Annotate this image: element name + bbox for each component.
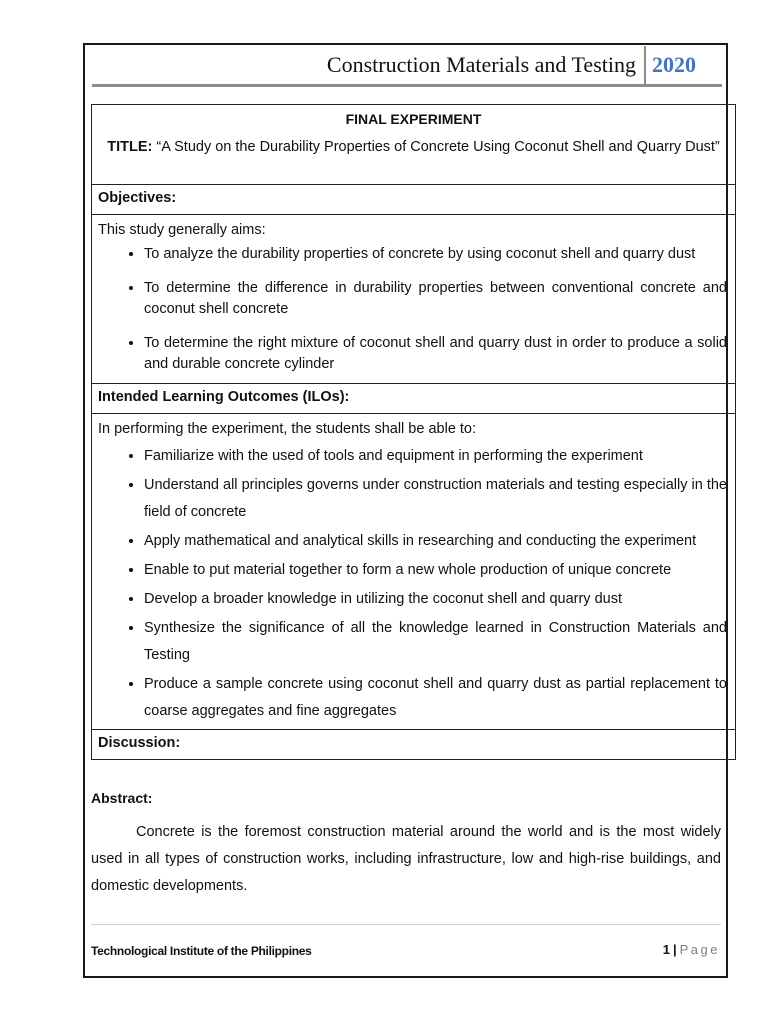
footer-page-indicator (663, 942, 720, 957)
table-heading-row (92, 105, 735, 185)
discussion-label: Discussion: (98, 735, 181, 751)
header-title: Construction Materials and Testing (326, 52, 636, 77)
list-item: • Develop a broader knowledge in utilizing the coconut shell and quarry dust (144, 586, 727, 613)
abstract-label: Abstract: (91, 790, 153, 806)
title-label: TITLE: (107, 139, 153, 155)
title-text: “A Study on the Durability Properties of Concrete Using Coconut Shell and Quarry Dust” (152, 139, 720, 155)
discussion-header-row (92, 730, 735, 759)
objectives-intro: This study generally aims: (98, 222, 266, 238)
objectives-label: Objectives: (98, 190, 177, 206)
ilos-intro: In performing the experiment, the students shall be able to: (98, 421, 477, 437)
page-word: Page (679, 942, 720, 957)
list-item: • Familiarize with the used of tools and equipment in performing the experiment (144, 443, 727, 470)
list-item: • Enable to put material together to form a new whole production of unique concrete (144, 557, 727, 584)
page-number: 1 (662, 942, 670, 957)
list-item: • Synthesize the significance of all the knowledge learned in Construction Materials and Testing (144, 615, 727, 669)
footer-divider (91, 924, 721, 925)
experiment-table (91, 104, 736, 760)
footer-institution: Technological Institute of the Philippines (91, 944, 312, 958)
list-item: • Understand all principles governs under construction materials and testing especially in the field of concrete (144, 472, 727, 526)
objectives-body-row (92, 215, 735, 384)
list-item: • To determine the difference in durability properties between conventional concrete and coconut shell concrete (144, 278, 727, 320)
ilos-header-row (92, 384, 735, 414)
objectives-list (98, 244, 727, 375)
list-item: • Produce a sample concrete using coconut shell and quarry dust as partial replacement to coarse aggregates and fine aggregates (144, 671, 727, 725)
table-heading: FINAL EXPERIMENT (345, 111, 482, 127)
header-divider (644, 46, 646, 84)
ilos-label: Intended Learning Outcomes (ILOs): (98, 389, 350, 405)
ilos-list (98, 443, 727, 725)
experiment-title (92, 134, 735, 184)
ilos-body-row (92, 414, 735, 730)
list-item: • To determine the right mixture of coconut shell and quarry dust in order to produce a solid and durable concrete cylinder (144, 333, 727, 375)
page-separator: | (672, 942, 677, 957)
abstract-text: Concrete is the foremost construction material around the world and is the most widely used in all types of construction works, including infrastructure, low and high-rise buildings, and domestic developments. (91, 824, 721, 894)
header-year: 2020 (652, 52, 696, 77)
page-header (92, 46, 722, 87)
objectives-header-row (92, 185, 735, 215)
list-item: • Apply mathematical and analytical skills in researching and conducting the experiment (144, 528, 727, 555)
list-item: • To analyze the durability properties of concrete by using coconut shell and quarry dust (144, 244, 727, 265)
